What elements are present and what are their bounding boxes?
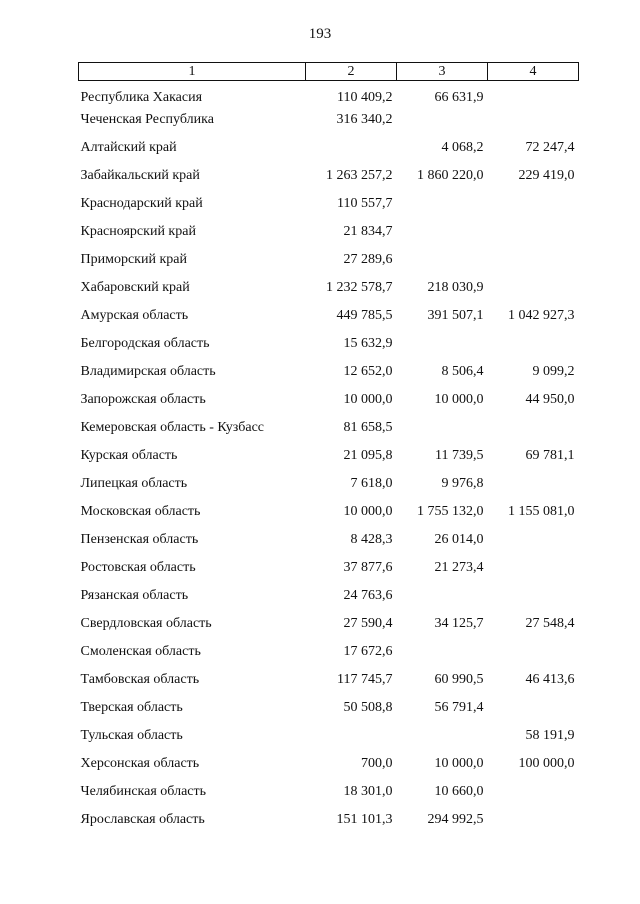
region-name: Смоленская область xyxy=(80,644,201,659)
table-row xyxy=(79,781,579,809)
value-col-4: 100 000,0 xyxy=(518,756,575,771)
region-name: Алтайский край xyxy=(80,140,177,155)
region-name: Приморский край xyxy=(80,252,187,267)
table-row xyxy=(79,753,579,781)
value-col-4 xyxy=(488,277,579,305)
value-col-2: 24 763,6 xyxy=(343,588,393,603)
value-col-3: 10 000,0 xyxy=(434,756,484,771)
value-col-4 xyxy=(488,585,579,613)
region-name: Челябинская область xyxy=(80,784,206,799)
table-body xyxy=(79,81,579,838)
table-row xyxy=(79,557,579,585)
region-name: Московская область xyxy=(80,504,201,519)
table-row xyxy=(79,445,579,473)
value-col-3: 21 273,4 xyxy=(434,560,484,575)
value-col-2 xyxy=(306,725,397,753)
value-col-2: 18 301,0 xyxy=(343,784,393,799)
value-col-2: 117 745,7 xyxy=(337,672,393,687)
value-col-3: 9 976,8 xyxy=(441,476,484,491)
column-header-1: 1 xyxy=(79,63,306,81)
value-col-4: 46 413,6 xyxy=(525,672,575,687)
value-col-4: 1 042 927,3 xyxy=(508,308,575,323)
table-row xyxy=(79,809,579,837)
value-col-2: 449 785,5 xyxy=(336,308,393,323)
value-col-2: 1 263 257,2 xyxy=(326,168,393,183)
region-name: Республика Хакасия xyxy=(80,90,203,105)
value-col-3: 66 631,9 xyxy=(434,90,484,105)
value-col-4 xyxy=(488,417,579,445)
page-number: 193 xyxy=(308,26,332,42)
table-header xyxy=(79,63,579,81)
column-header-2: 2 xyxy=(306,63,397,81)
region-name: Херсонская область xyxy=(80,756,200,771)
value-col-3 xyxy=(397,109,488,137)
table-row xyxy=(79,305,579,333)
value-col-3 xyxy=(397,417,488,445)
table-row xyxy=(79,473,579,501)
value-col-4 xyxy=(488,333,579,361)
value-col-2 xyxy=(306,137,397,165)
value-col-4: 44 950,0 xyxy=(525,392,575,407)
value-col-4 xyxy=(488,697,579,725)
region-name: Пензенская область xyxy=(80,532,199,547)
value-col-2: 10 000,0 xyxy=(343,504,393,519)
table-row xyxy=(79,81,579,110)
region-name: Кемеровская область - Кузбасс xyxy=(80,420,265,435)
value-col-4: 9 099,2 xyxy=(532,364,575,379)
region-name: Тамбовская область xyxy=(80,672,200,687)
value-col-3: 1 755 132,0 xyxy=(417,504,484,519)
value-col-2: 27 289,6 xyxy=(343,252,393,267)
table-row xyxy=(79,137,579,165)
value-col-3: 391 507,1 xyxy=(427,308,484,323)
region-name: Тульская область xyxy=(80,728,183,743)
region-name: Краснодарский край xyxy=(80,196,203,211)
value-col-3: 60 990,5 xyxy=(434,672,484,687)
table-row xyxy=(79,501,579,529)
value-col-3 xyxy=(397,641,488,669)
value-col-2: 151 101,3 xyxy=(336,812,393,827)
value-col-4 xyxy=(488,529,579,557)
value-col-3 xyxy=(397,193,488,221)
region-name: Ростовская область xyxy=(80,560,196,575)
region-name: Владимирская область xyxy=(80,364,216,379)
table-row xyxy=(79,697,579,725)
table-row xyxy=(79,333,579,361)
table-row xyxy=(79,165,579,193)
value-col-3: 4 068,2 xyxy=(441,140,484,155)
table-row xyxy=(79,221,579,249)
value-col-4: 1 155 081,0 xyxy=(508,504,575,519)
value-col-2: 50 508,8 xyxy=(343,700,393,715)
value-col-3: 8 506,4 xyxy=(441,364,484,379)
value-col-4 xyxy=(488,81,579,110)
table-row xyxy=(79,417,579,445)
table-row xyxy=(79,641,579,669)
region-name: Тверская область xyxy=(80,700,183,715)
region-name: Ярославская область xyxy=(80,812,205,827)
region-name: Амурская область xyxy=(80,308,189,323)
table-row xyxy=(79,109,579,137)
value-col-3: 34 125,7 xyxy=(434,616,484,631)
value-col-4 xyxy=(488,249,579,277)
value-col-4: 69 781,1 xyxy=(525,448,575,463)
value-col-2: 8 428,3 xyxy=(350,532,393,547)
value-col-4: 72 247,4 xyxy=(525,140,575,155)
table-row xyxy=(79,725,579,753)
value-col-3: 56 791,4 xyxy=(434,700,484,715)
budget-table xyxy=(78,62,579,837)
table-row xyxy=(79,529,579,557)
value-col-2: 17 672,6 xyxy=(343,644,393,659)
value-col-2: 21 095,8 xyxy=(343,448,393,463)
region-name: Чеченская Республика xyxy=(80,112,214,127)
value-col-2: 1 232 578,7 xyxy=(326,280,393,295)
table-row xyxy=(79,361,579,389)
value-col-3 xyxy=(397,221,488,249)
value-col-2: 10 000,0 xyxy=(343,392,393,407)
header-row xyxy=(79,63,579,81)
table-row xyxy=(79,249,579,277)
value-col-2: 316 340,2 xyxy=(336,112,393,127)
value-col-3 xyxy=(397,585,488,613)
region-name: Белгородская область xyxy=(80,336,210,351)
value-col-3: 1 860 220,0 xyxy=(417,168,484,183)
value-col-2: 12 652,0 xyxy=(343,364,393,379)
region-name: Курская область xyxy=(80,448,178,463)
value-col-3 xyxy=(397,725,488,753)
table-row xyxy=(79,669,579,697)
table-row xyxy=(79,389,579,417)
value-col-4 xyxy=(488,781,579,809)
region-name: Красноярский край xyxy=(80,224,196,239)
value-col-2: 81 658,5 xyxy=(343,420,393,435)
value-col-4 xyxy=(488,221,579,249)
value-col-2: 27 590,4 xyxy=(343,616,393,631)
region-name: Забайкальский край xyxy=(80,168,200,183)
value-col-4 xyxy=(488,473,579,501)
column-header-3: 3 xyxy=(397,63,488,81)
value-col-4 xyxy=(488,557,579,585)
value-col-3: 10 000,0 xyxy=(434,392,484,407)
table-row xyxy=(79,193,579,221)
region-name: Липецкая область xyxy=(80,476,188,491)
value-col-4: 229 419,0 xyxy=(518,168,575,183)
region-name: Свердловская область xyxy=(80,616,212,631)
column-header-4: 4 xyxy=(488,63,579,81)
value-col-4: 27 548,4 xyxy=(525,616,575,631)
value-col-3: 218 030,9 xyxy=(427,280,484,295)
value-col-2: 37 877,6 xyxy=(343,560,393,575)
region-name: Запорожская область xyxy=(80,392,206,407)
table-row xyxy=(79,613,579,641)
region-name: Хабаровский край xyxy=(80,280,190,295)
region-name: Рязанская область xyxy=(80,588,189,603)
value-col-2: 21 834,7 xyxy=(343,224,393,239)
value-col-2: 110 557,7 xyxy=(337,196,393,211)
value-col-3: 11 739,5 xyxy=(435,448,484,463)
value-col-3 xyxy=(397,333,488,361)
table-row xyxy=(79,585,579,613)
value-col-2: 110 409,2 xyxy=(337,90,393,105)
value-col-4 xyxy=(488,809,579,837)
value-col-3: 26 014,0 xyxy=(434,532,484,547)
value-col-2: 7 618,0 xyxy=(350,476,393,491)
value-col-3: 10 660,0 xyxy=(434,784,484,799)
value-col-3 xyxy=(397,249,488,277)
value-col-2: 15 632,9 xyxy=(343,336,393,351)
table-row xyxy=(79,277,579,305)
value-col-4: 58 191,9 xyxy=(525,728,575,743)
value-col-4 xyxy=(488,193,579,221)
value-col-4 xyxy=(488,109,579,137)
value-col-4 xyxy=(488,641,579,669)
value-col-3: 294 992,5 xyxy=(427,812,484,827)
value-col-2: 700,0 xyxy=(361,756,393,771)
